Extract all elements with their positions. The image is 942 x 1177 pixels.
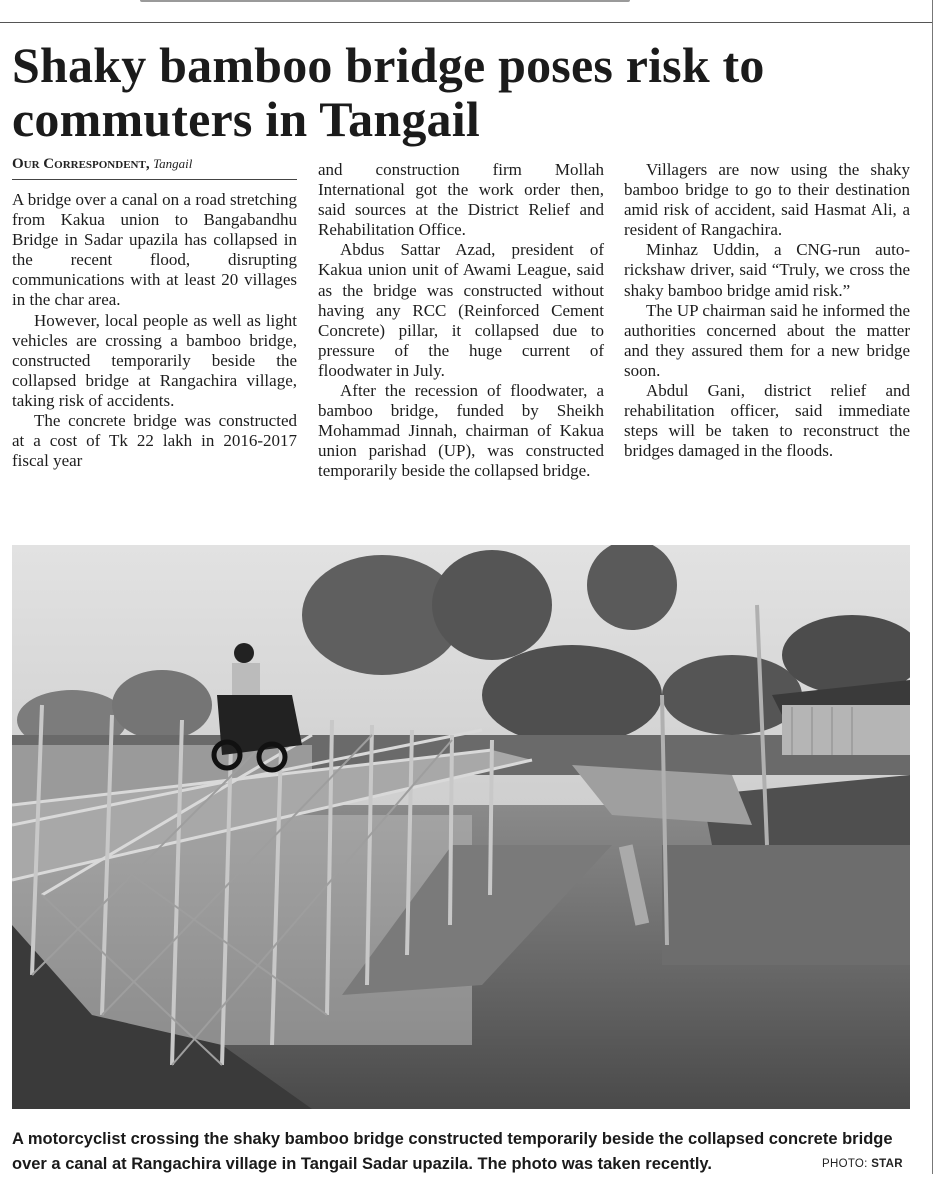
byline-name: Our Correspondent,	[12, 156, 150, 172]
page-edge-rule	[932, 0, 933, 1174]
article-column-1	[12, 190, 297, 471]
paragraph: Abdul Gani, district relief and rehabilitation officer, said immediate steps will be taken to reconstruct the bridges damaged in the floods.	[624, 381, 910, 461]
photo-credit-label: PHOTO:	[822, 1158, 868, 1170]
paragraph: Minhaz Uddin, a CNG-run auto-rickshaw driver, said “Truly, we cross the shaky bamboo bridge amid risk.”	[624, 240, 910, 300]
byline	[12, 155, 302, 174]
paragraph: However, local people as well as light vehicles are crossing a bamboo bridge, constructed temporarily beside the collapsed bridge at Rangachira village, taking risk of accidents.	[12, 310, 297, 410]
news-photo	[12, 545, 910, 1109]
paragraph: A bridge over a canal on a road stretching from Kakua union to Bangabandhu Bridge in Sadar upazila has collapsed in the recent flood, disrupting communications with at least 20 villages in the char area.	[12, 190, 297, 310]
photo-credit	[822, 1158, 903, 1170]
paragraph: The concrete bridge was constructed at a cost of Tk 22 lakh in 2016-2017 fiscal year	[12, 411, 297, 471]
article-headline: Shaky bamboo bridge poses risk to commuters in Tangail	[12, 37, 765, 147]
article-column-2	[318, 160, 604, 482]
byline-location: Tangail	[153, 156, 193, 171]
paragraph: The UP chairman said he informed the authorities concerned about the matter and they assured them for a new bridge soon.	[624, 300, 910, 380]
article-column-3	[624, 160, 910, 461]
byline-divider	[12, 179, 297, 180]
header-divider	[0, 22, 932, 23]
paragraph: Abdus Sattar Azad, president of Kakua union unit of Awami League, said as the bridge was constructed without having any RCC (Reinforced Cement Concrete) pillar, it collapsed due to pressure of the huge current of floodwater in July.	[318, 240, 604, 380]
photo-credit-source: STAR	[871, 1158, 903, 1170]
previous-page-header-fragment	[140, 0, 640, 4]
paragraph: Villagers are now using the shaky bamboo bridge to go to their destination amid risk of accident, said Hasmat Ali, a resident of Rangachira.	[624, 160, 910, 240]
paragraph: After the recession of floodwater, a bamboo bridge, funded by Sheikh Mohammad Jinnah, chairman of Kakua union parishad (UP), was constructed temporarily beside the collapsed bridge.	[318, 381, 604, 481]
paragraph: and construction firm Mollah International got the work order then, said sources at the District Relief and Rehabilitation Office.	[318, 160, 604, 240]
photo-caption: A motorcyclist crossing the shaky bamboo bridge constructed temporarily beside the collapsed concrete bridge over a canal at Rangachira village in Tangail Sadar upazila. The photo was taken recently.	[12, 1130, 893, 1173]
